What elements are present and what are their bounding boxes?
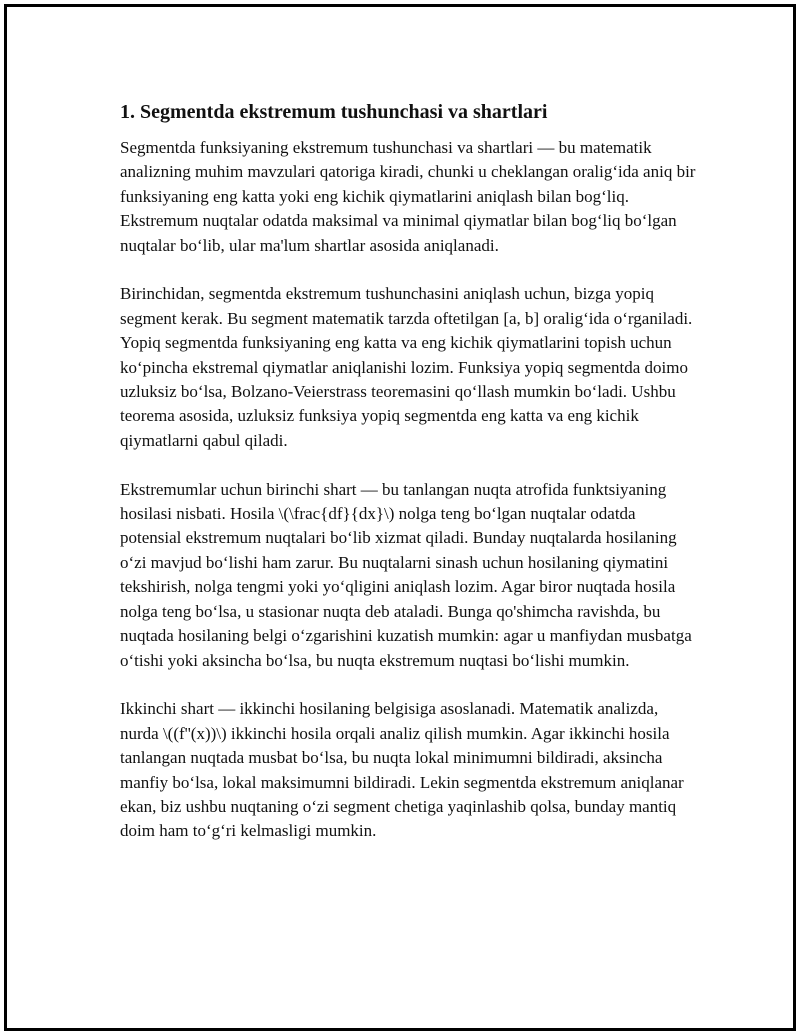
paragraph-3: Ekstremumlar uchun birinchi shart — bu tanlangan nuqta atrofida funktsiyaning hosilasi nisbati. Hosila \(\frac{df}{dx}\) nolga teng bo‘lgan nuqtalar odatda potensial ekstremum nuqtalari bo‘lib xizmat qiladi. Bunday nuqtalarda hosilaning o‘zi mavjud bo‘lishi ham zarur. Bu nuqtalarni sinash uchun hosilaning qiymatini tekshirish, nolga tengmi yoki yo‘qligini aniqlash lozim. Agar biror nuqtada hosila nolga teng bo‘lsa, u stasionar nuqta deb ataladi. Bunga qo'shimcha ravishda, bu nuqtada hosilaning belgi o‘zgarishini kuzatish mumkin: agar u manfiydan musbatga o‘tishi yoki aksincha bo‘lsa, bu nuqta ekstremum nuqtasi bo‘lishi mumkin.	[120, 479, 692, 670]
document-body	[120, 99, 700, 868]
document-title: 1. Segmentda ekstremum tushunchasi va shartlari	[120, 101, 548, 123]
paragraph-2: Birinchidan, segmentda ekstremum tushunchasini aniqlash uchun, bizga yopiq segment kerak. Bu segment matematik tarzda oftetilgan [a, b] oralig‘ida o‘rganiladi. Yopiq segmentda funksiyaning eng katta va eng kichik qiymatlarini topish uchun ko‘pincha ekstremal qiymatlar aniqlanishi lozim. Funksiya yopiq segmentda doimo uzluksiz bo‘lsa, Bolzano-Veierstrass teoremasini qo‘llash mumkin bo‘ladi. Ushbu teorema asosida, uzluksiz funksiya yopiq segmentda eng katta va eng kichik qiymatlarni qabul qiladi.	[120, 284, 693, 450]
page-frame	[4, 4, 796, 1031]
paragraph-4: Ikkinchi shart — ikkinchi hosilaning belgisiga asoslanadi. Matematik analizda, nurda \((f''(x))\) ikkinchi hosila orqali analiz qilish mumkin. Agar ikkinchi hosila tanlangan nuqtada musbat bo‘lsa, bu nuqta lokal minimumni bildiradi, aksincha manfiy bo‘lsa, lokal maksimumni bildiradi. Lekin segmentda ekstremum aniqlanar ekan, biz ushbu nuqtaning o‘zi segment chetiga yaqinlashib qolsa, bunday mantiq doim ham to‘g‘ri kelmasligi mumkin.	[120, 699, 684, 841]
paragraph-1: Segmentda funksiyaning ekstremum tushunchasi va shartlari — bu matematik analizning muhim mavzulari qatoriga kiradi, chunki u cheklangan oralig‘ida aniq bir funksiyaning eng katta yoki eng kichik qiymatlarini aniqlash bilan bog‘liq. Ekstremum nuqtalar odatda maksimal va minimal qiymatlar bilan bog‘liq bo‘lgan nuqtalar bo‘lib, ular ma'lum shartlar asosida aniqlanadi.	[120, 138, 696, 255]
